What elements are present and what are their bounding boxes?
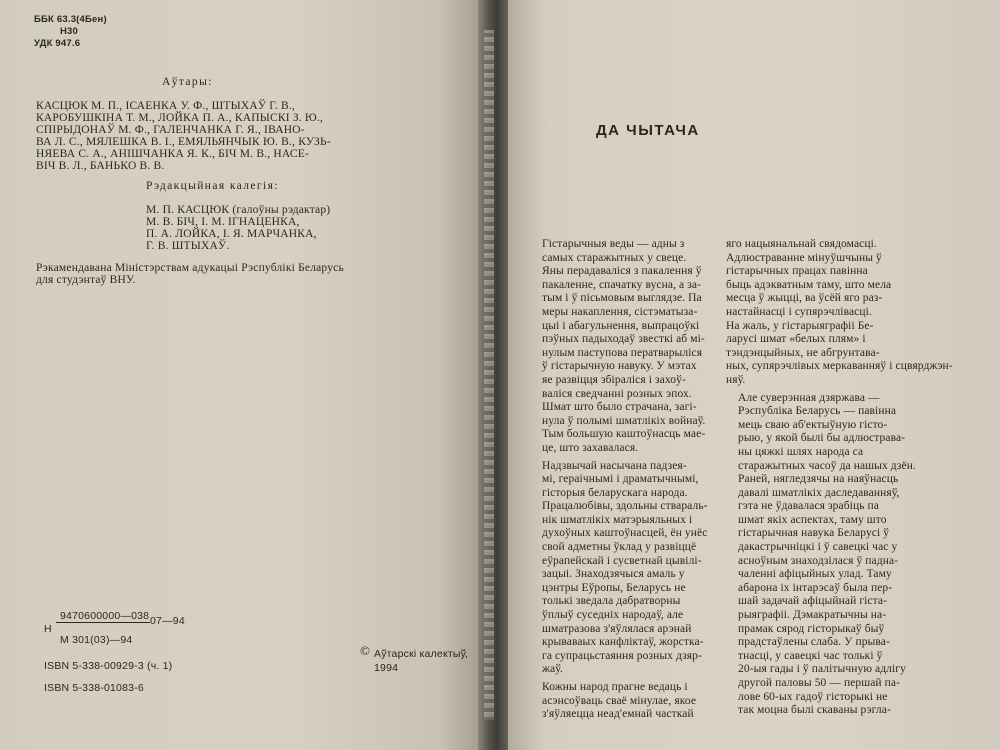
authors-line: СПІРЫДОНАЎ М. Ф., ГАЛЕНЧАНКА Г. Я., ІВАНО-	[36, 124, 305, 136]
paragraph: Надзвычай насычана падзея- мі, гераічнымі і драматычнымі, гісторыя беларускага народа. Працалюбівы, здольны ствараль- нік шматлікіх матэрыяльных і духоўных каштоўнасцей, ён унёс свой адметны ўклад у развіццё еўрапейскай і сусветнай цывілі- зацыі. Знаходзячыся амаль у цэнтры Еўропы, Беларусь не толькі зведала дабратворны ўплыў суседніх народаў, але шматразова з'яўлялася арэнай крываваых канфліктаў, жорстка- га супрацьстаяння розных дзяр- жаў.	[542, 459, 708, 676]
catalog-code-suffix: 07—94	[150, 615, 185, 627]
fraction-divider	[56, 622, 150, 623]
authors-line: КАСЦЮК М. П., ІСАЕНКА У. Ф., ШТЫХАЎ Г. В.,	[36, 100, 295, 112]
recommendation-line: Рэкамендавана Міністэрствам адукацыі Рэспублікі Беларусь	[36, 262, 344, 274]
editorial-board-heading: Рэдакцыйная калегія:	[146, 180, 279, 192]
board-line: П. А. ЛОЙКА, І. Я. МАРЧАНКА,	[146, 228, 317, 240]
book-spine	[478, 0, 510, 750]
board-line: М. В. БІЧ, І. М. ІГНАЦЕНКА,	[146, 216, 300, 228]
author-mark: Н30	[60, 26, 79, 37]
bbk-code: ББК 63.3(4Бен)	[34, 14, 107, 25]
text-column-left	[530, 238, 712, 726]
isbn-set: ISBN 5-338-01083-6	[44, 682, 144, 694]
left-page	[0, 0, 478, 750]
page-title: ДА ЧЫТАЧА	[596, 122, 700, 139]
board-line: М. П. КАСЦЮК (галоўны рэдактар)	[146, 204, 331, 216]
authors-line: НЯЕВА С. А., АНІШЧАНКА Я. К., БІЧ М. В., НАСЕ-	[36, 148, 309, 160]
paragraph: Кожны народ прагне ведаць і асэнсоўваць сваё мінулае, якое з'яўляецца неад'емнай часткай	[542, 681, 697, 721]
paragraph: Гістарычныя веды — адны з самых старажытных у свеце. Яны перадаваліся з пакалення ў пакаленне, спачатку вусна, а за- тым і ў пісьмовым выглядзе. Па меры накаплення, сістэматыза- цыі і абагульнення, выпрацоўкі пэўных падыходаў звесткі аб мі- нулым паступова ператварыліся ў гістарычную навуку. У мэтах яе развіцця збіраліся і захоў- валіся сведчанні розных эпох. Шмат што было страчана, загі- нула ў полымі шматлікіх войнаў. Тым большую каштоўнасць мае- це, што захавалася.	[542, 238, 706, 454]
authors-line: ВА Л. С., МЯЛЕШКА В. І., ЕМЯЛЬЯНЧЫК Ю. В., КУЗЬ-	[36, 136, 331, 148]
paragraph: яго нацыянальнай свядомасці. Адлюстраванне мінуўшчыны ў гістарычных працах павінна быць адэкватным таму, што мела месца ў жыцці, ва ўсёй яго раз- настайнасці і супярэчлівасці. На жаль, у гістарыяграфіі Бе- ларусі шмат «белых плям» і тэндэнцыйных, не абгрунтава- ных, супярэчлівых меркаванняў і сцвярджэн- няў.	[726, 238, 953, 386]
copyright-symbol: ©	[360, 643, 371, 658]
udk-code: УДК 947.6	[34, 38, 81, 49]
recommendation-line: для студэнтаў ВНУ.	[36, 274, 136, 286]
torn-page-edge	[484, 30, 494, 720]
authors-line: ВІЧ В. Л., БАНЬКО В. В.	[36, 160, 165, 172]
board-line: Г. В. ШТЫХАЎ.	[146, 240, 230, 252]
text-column-right	[726, 238, 953, 722]
copyright-holder: Аўтарскі калектыў,	[374, 648, 469, 660]
authors-line: КАРОБУШКІНА Т. М., ЛОЙКА П. А., КАПЫСКІ З. Ю.,	[36, 112, 324, 124]
catalog-code-series: М 301(03)—94	[60, 634, 133, 646]
catalog-code: 9470600000—038	[60, 610, 150, 622]
copyright-year: 1994	[374, 662, 399, 674]
authors-heading: Аўтары:	[162, 76, 213, 88]
right-page	[508, 0, 1000, 750]
catalog-code-h: Н	[44, 623, 52, 635]
isbn-part1: ISBN 5-338-00929-3 (ч. 1)	[44, 660, 173, 672]
paragraph: Але суверэнная дзяржава — Рэспубліка Беларусь — павінна мець сваю аб'ектыўную гісто- рыю, у якой былі бы адлюстрава- ны цяжкі шлях народа са старажытных часоў да нашых дзён. Раней, нягледзячы на наяўнасць давалі шматлікіх даследаванняў, гэта не ўдавалася зрабіць па шмат якіх аспектах, таму што гістарычная навука Беларусі ў дакастрычніцкі і ў савецкі час у асноўным знаходзілася ў падна- чаленні афіцыйных улад. Таму абарона іх інтарэсаў была пер- шай задачай афіцыйнай гіста- рыяграфіі. Дэмакратычны на- прамак сярод гісторыкаў быў прадстаўлены слаба. У прыва- тнасці, у савецкі час толькі ў 20-ыя гады і ў палітычную адлігу другой паловы 50 — першай па- лове 60-ых гадоў гісторыкі не так моцна былі скаваны рэгла-	[738, 391, 916, 717]
